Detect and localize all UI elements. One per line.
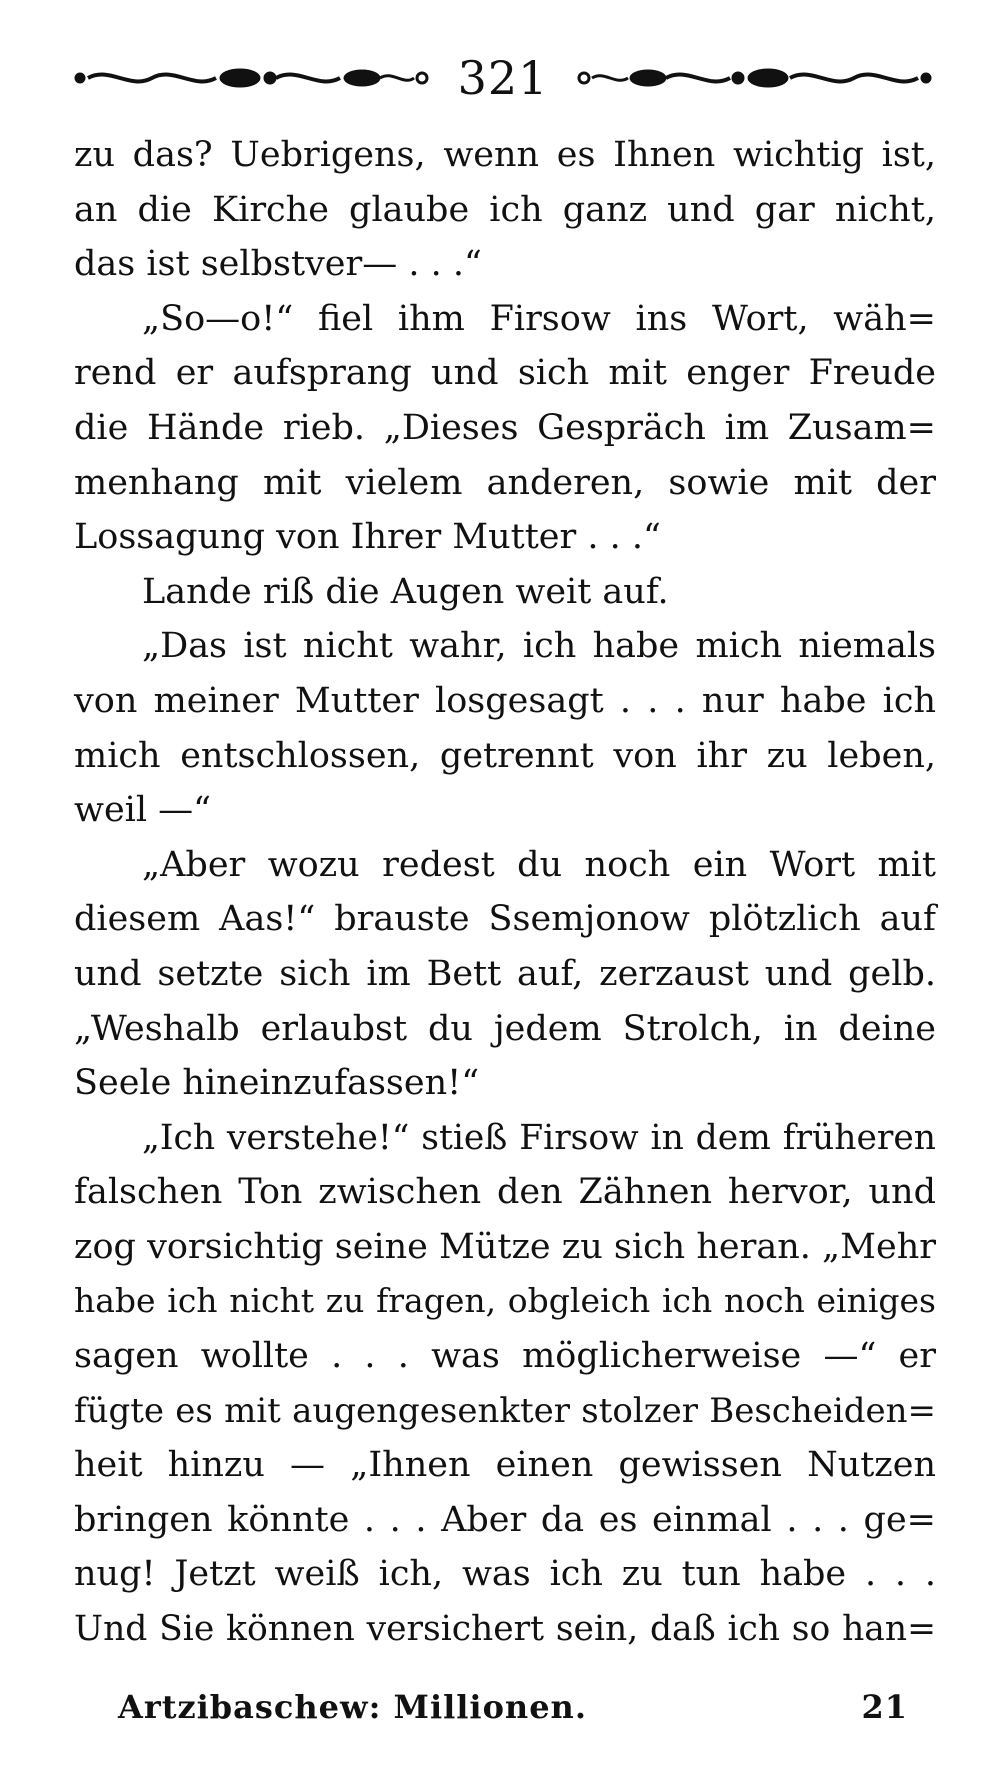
text-line: diesem Aas!“ brauste Ssemjonow plötzlich auf: [74, 899, 936, 940]
text-line: heit hinzu — „Ihnen einen gewissen Nutzen: [74, 1445, 936, 1486]
text-line: „Weshalb erlaubst du jedem Strolch, in deine: [74, 1008, 936, 1049]
page-footer: [118, 1682, 908, 1732]
text-line: zu das? Uebrigens, wenn es Ihnen wichtig ist,: [74, 135, 936, 175]
text-line: menhang mit vielem anderen, sowie mit der: [74, 462, 936, 503]
text-line: Seele hineinzufassen!“: [74, 1063, 480, 1104]
text-line: falschen Ton zwischen den Zähnen hervor, und: [74, 1172, 936, 1213]
text-line: sagen wollte . . . was möglicherweise —“ er: [74, 1336, 936, 1377]
book-title: Artzibaschew: Millionen.: [118, 1688, 587, 1726]
text-line: fügte es mit augengesenkter stolzer Bescheiden=: [74, 1390, 936, 1431]
right-ornament-icon: [576, 58, 936, 98]
text-line: nug! Jetzt weiß ich, was ich zu tun habe . . .: [74, 1554, 936, 1595]
body-text: [74, 128, 936, 1657]
text-line: „Aber wozu redest du noch ein Wort mit: [142, 844, 936, 885]
text-line: das ist selbstver— . . .“: [74, 244, 482, 285]
text-line: an die Kirche glaube ich ganz und gar nicht,: [74, 189, 936, 230]
left-ornament-icon: [70, 58, 430, 98]
signature-mark: 21: [861, 1688, 908, 1726]
text-line: rend er aufsprang und sich mit enger Freude: [74, 353, 936, 394]
text-line: „So—o!“ fiel ihm Firsow ins Wort, wäh=: [142, 298, 936, 339]
text-line: bringen könnte . . . Aber da es einmal . . . ge=: [74, 1499, 936, 1540]
text-line: zog vorsichtig seine Mütze zu sich heran. „Mehr: [74, 1226, 936, 1267]
text-line: habe ich nicht zu fragen, obgleich ich noch einiges: [74, 1281, 936, 1321]
text-line: Lande riß die Augen weit auf.: [142, 571, 669, 612]
text-line: die Hände rieb. „Dieses Gespräch im Zusam=: [74, 407, 936, 448]
text-line: von meiner Mutter losgesagt . . . nur habe ich: [74, 680, 936, 721]
text-line: Lossagung von Ihrer Mutter . . .“: [74, 517, 661, 558]
page-number: 321: [457, 51, 549, 105]
text-line: „Ich verstehe!“ stieß Firsow in dem früheren: [142, 1117, 936, 1158]
text-line: „Das ist nicht wahr, ich habe mich niemals: [142, 626, 936, 667]
page-header: [70, 48, 936, 108]
text-line: und setzte sich im Bett auf, zerzaust und gelb.: [74, 953, 936, 994]
text-line: Und Sie können versichert sein, daß ich so han=: [74, 1609, 936, 1650]
text-line: mich entschlossen, getrennt von ihr zu leben,: [74, 735, 936, 776]
text-line: weil —“: [74, 790, 212, 831]
